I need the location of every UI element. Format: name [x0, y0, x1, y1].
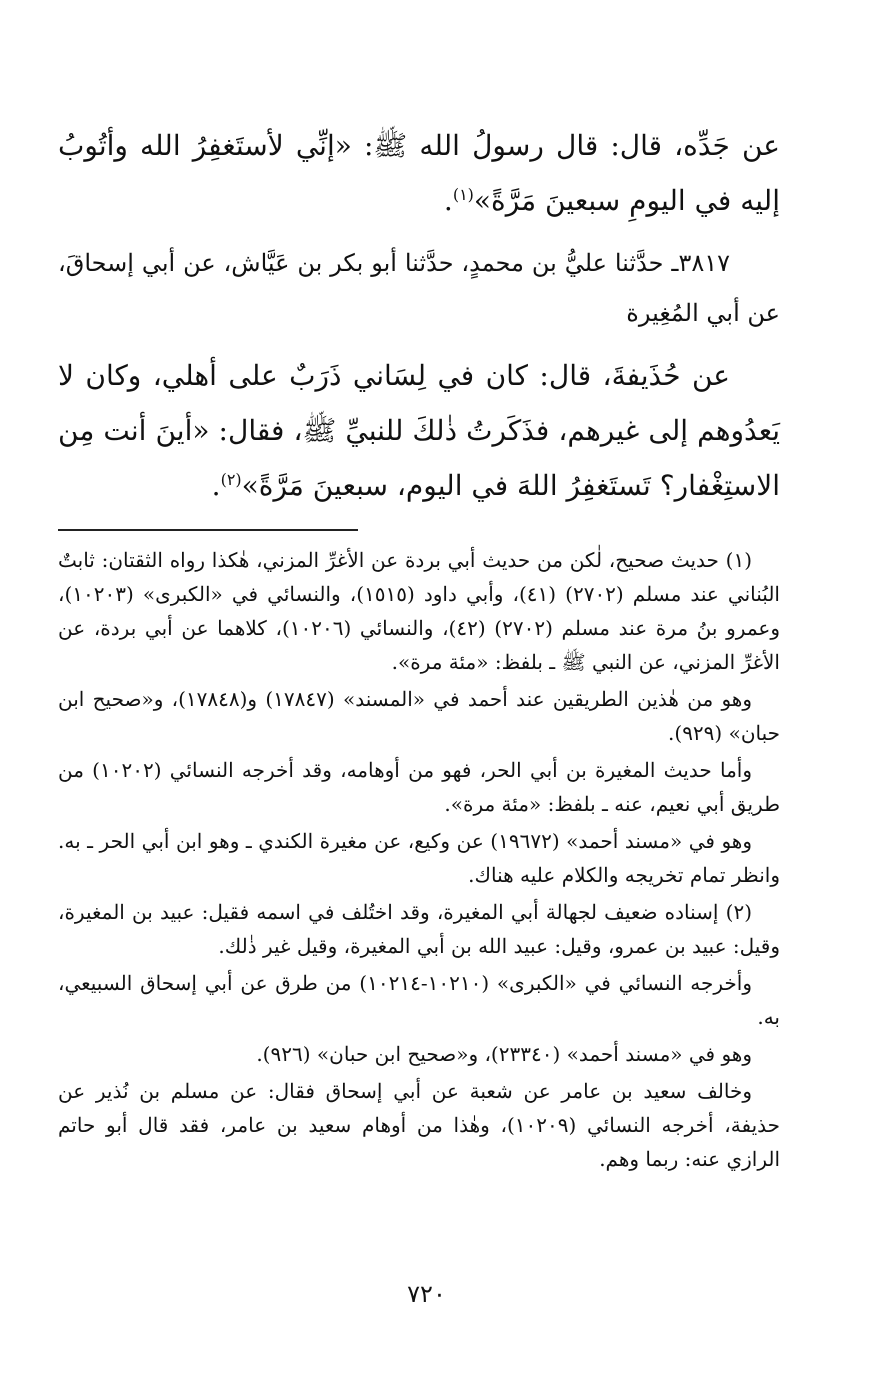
footnote-divider: [58, 529, 358, 531]
footnotes: [58, 543, 780, 1176]
footnote-2-paragraph: وأخرجه النسائي في «الكبرى» (١٠٢١٠-١٠٢١٤) من طرق عن أبي إسحاق السبيعي، به.: [58, 971, 780, 1029]
page-number: ٧٢٠: [407, 1280, 446, 1308]
footnote-1-paragraph: وهو من هٰذين الطريقين عند أحمد في «المسند» (١٧٨٤٧) و(١٧٨٤٨)، و«صحيح ابن حبان» (٩٢٩).: [58, 687, 780, 745]
hadith-chain-3817: ٣٨١٧ـ حدَّثنا عليُّ بن محمدٍ، حدَّثنا أبو بكر بن عَيَّاش، عن أبي إسحاقَ، عن أبي المُغِيرة: [58, 249, 780, 327]
main-text: [58, 118, 780, 513]
footnote-2: (٢) إسناده ضعيف لجهالة أبي المغيرة، وقد اختُلف في اسمه فقيل: عبيد بن المغيرة، وقيل: عبيد بن عمرو، وقيل: عبيد الله بن أبي المغيرة، وقيل غير ذٰلك.: [58, 900, 780, 958]
footnote-1: (١) حديث صحيح، لٰكن من حديث أبي بردة عن الأغرِّ المزني، هٰكذا رواه الثقتان: ثابتٌ البُناني عند مسلم (٢٧٠٢) (٤١)، وأبي داود (١٥١٥)، والنسائي في «الكبرى» (١٠٢٠٣)، وعمرو بنُ مرة عند مسلم (٢٧٠٢) (٤٢)، والنسائي (١٠٢٠٦)، كلاهما عن أبي بردة، عن الأغرِّ المزني، عن النبي ﷺ ـ بلفظ: «مئة مرة».: [58, 548, 780, 674]
hadith-text-3817: [58, 348, 780, 513]
footnote-1-paragraph: وأما حديث المغيرة بن أبي الحر، فهو من أوهامه، وقد أخرجه النسائي (١٠٢٠٢) من طريق أبي نعيم، عنه ـ بلفظ: «مئة مرة».: [58, 758, 780, 816]
paragraph-text: عن حُذَيفةَ، قال: كان في لِسَاني ذَرَبٌ على أهلي، وكان لا يَعدُوهم إلى غيرهم، فذَكَرتُ ذٰلكَ للنبيِّ ﷺ، فقال: «أينَ أنت مِن الاستِغْفار؟ تَستَغفِرُ اللهَ في اليوم، سبعينَ مَرَّةً»: [58, 359, 780, 502]
paragraph-text: عن جَدِّه، قال: قال رسولُ الله ﷺ: «إنِّي لأستَغفِرُ الله وأتُوبُ إليه في اليومِ سبعينَ مَرَّةً»: [58, 129, 780, 217]
footnote-ref-2[interactable]: (٢): [220, 470, 242, 489]
footnote-2-paragraph: وخالف سعيد بن عامر عن شعبة عن أبي إسحاق فقال: عن مسلم بن نُذير عن حذيفة، أخرجه النسائي (١٠٢٠٩)، وهٰذا من أوهام سعيد بن عامر، فقد قال أبو حاتم الرازي عنه: ربما وهم.: [58, 1079, 780, 1171]
hadith-text-continued: [58, 118, 780, 228]
period: .: [443, 184, 453, 217]
footnote-ref-1[interactable]: (١): [452, 185, 474, 204]
footnote-1-paragraph: وهو في «مسند أحمد» (١٩٦٧٢) عن وكيع، عن مغيرة الكندي ـ وهو ابن أبي الحر ـ به. وانظر تمام تخريجه والكلام عليه هناك.: [58, 829, 780, 887]
period: .: [211, 469, 221, 502]
footnote-2-paragraph: وهو في «مسند أحمد» (٢٣٣٤٠)، و«صحيح ابن حبان» (٩٢٦).: [256, 1042, 752, 1066]
page-content: [58, 118, 780, 1176]
